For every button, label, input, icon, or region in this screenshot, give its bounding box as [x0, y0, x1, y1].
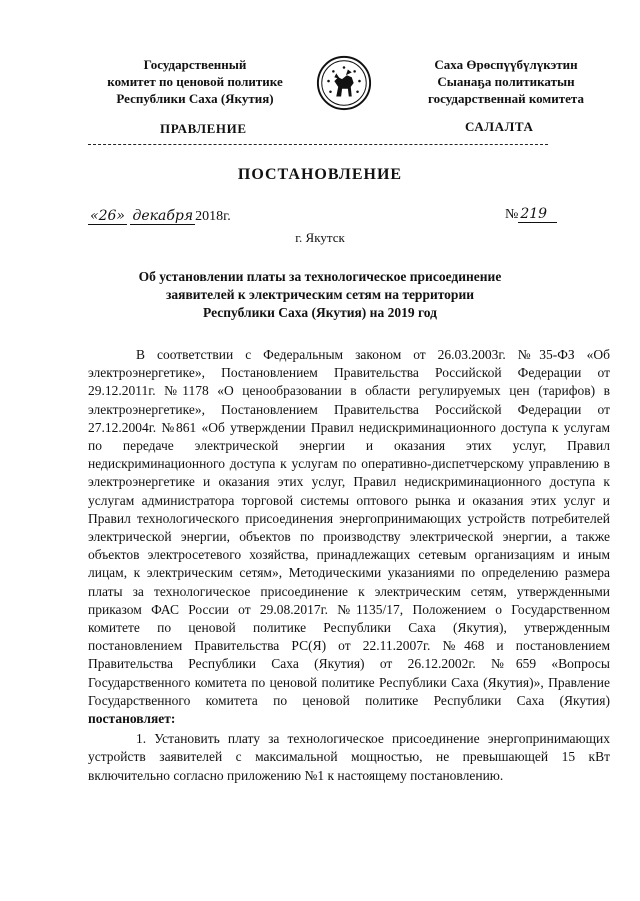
subject-line-1: Об установлении платы за технологическое присоединение: [138, 269, 502, 284]
document-number-value: 219: [518, 206, 557, 223]
document-title: ПОСТАНОВЛЕНИЕ: [237, 166, 403, 183]
header-divider: [88, 144, 548, 145]
resolves-keyword: постановляет: [88, 711, 171, 727]
date-day: 26: [98, 208, 117, 224]
subject-line-2: заявителей к электрическим сетям на территории: [165, 287, 474, 302]
document-body: [88, 346, 610, 785]
header-left-line-2: комитет по ценовой политике: [107, 74, 283, 89]
date-quote-open: «: [90, 208, 99, 224]
document-number-prefix: №: [505, 207, 519, 222]
department-label-ru: ПРАВЛЕНИЕ: [160, 121, 247, 136]
date-year: 2018г.: [195, 209, 231, 224]
header-left-line-3: Республики Саха (Якутия): [116, 91, 274, 106]
date-quote-close: »: [116, 208, 125, 224]
document-city: г. Якутск: [295, 230, 345, 245]
header-left-block: [90, 56, 300, 107]
preamble-paragraph: [88, 346, 610, 728]
resolution-item-1: 1. Установить плату за технологическое присоединение энергопринимающих устройств заявителей с максимальной мощностью, не превышающей 15 кВт включительно согласно приложению №1 к настоящему постановлению.: [88, 731, 610, 783]
subject-line-3: Республики Саха (Якутия) на 2019 год: [203, 305, 437, 320]
yakutia-coat-of-arms-icon: [315, 54, 373, 112]
header-right-line-3: государственнай комитета: [428, 91, 584, 106]
header-left-line-1: Государственный: [143, 57, 247, 72]
date-day-handwritten: [88, 208, 127, 225]
date-month-handwritten: декабря: [132, 208, 194, 224]
document-subject: [0, 268, 640, 322]
resolves-colon: :: [170, 711, 176, 727]
department-label-sah: САЛАЛТА: [465, 119, 534, 134]
header-right-line-1: Саха Өрөспүүбүлүкэтин: [434, 57, 578, 72]
document-number: [505, 206, 557, 223]
document-date: [88, 208, 231, 225]
header-right-line-2: Сыанаҕа политикатын: [437, 74, 575, 89]
preamble-text: В соответствии с Федеральным законом от 26.03.2003г. №35-ФЗ «Об электроэнергетике», Постановлением Правительства Российской Федерации от 29.12.2011г. №1178 «О ценообразовании в области регулируемых цен (тарифов) в электроэнергетике», Постановлением Правительства Российской Федерации от 27.12.2004г. №861 «Об утверждении Правил недискриминационного доступа к услугам по передаче электрической энергии и оказания этих услуг, Правил недискриминационного доступа к услугам по оперативно-диспетчерскому управлению в электроэнергетике и оказания этих услуг, Правил недискриминационного доступа к услугам администратора торговой системы оптового рынка и оказания этих услуг и Правил технологического присоединения энергопринимающих устройств потребителей электрической энергии, объектов по производству электрической энергии, а также объектов электросетевого хозяйства, принадлежащих сетевым организациям и иным лицам, к электрическим сетям», Методическими указаниями по определению размера платы за технологическое присоединение к электрическим сетям, утвержденными приказом ФАС России от 29.08.2017г. №1135/17, Положением о Государственном комитете по ценовой политике Республики Саха (Якутия), утвержденным постановлением Правительства РС(Я) от 22.11.2007г. №468 и постановлением Правительства Республики Саха (Якутия) от 26.12.2002г. №659 «Вопросы Государственного комитета по ценовой политике Республики Саха (Якутия)», Правление Государственного комитета по ценовой политике Республики Саха (Якутия): [88, 347, 610, 708]
header-right-block: [396, 56, 616, 107]
